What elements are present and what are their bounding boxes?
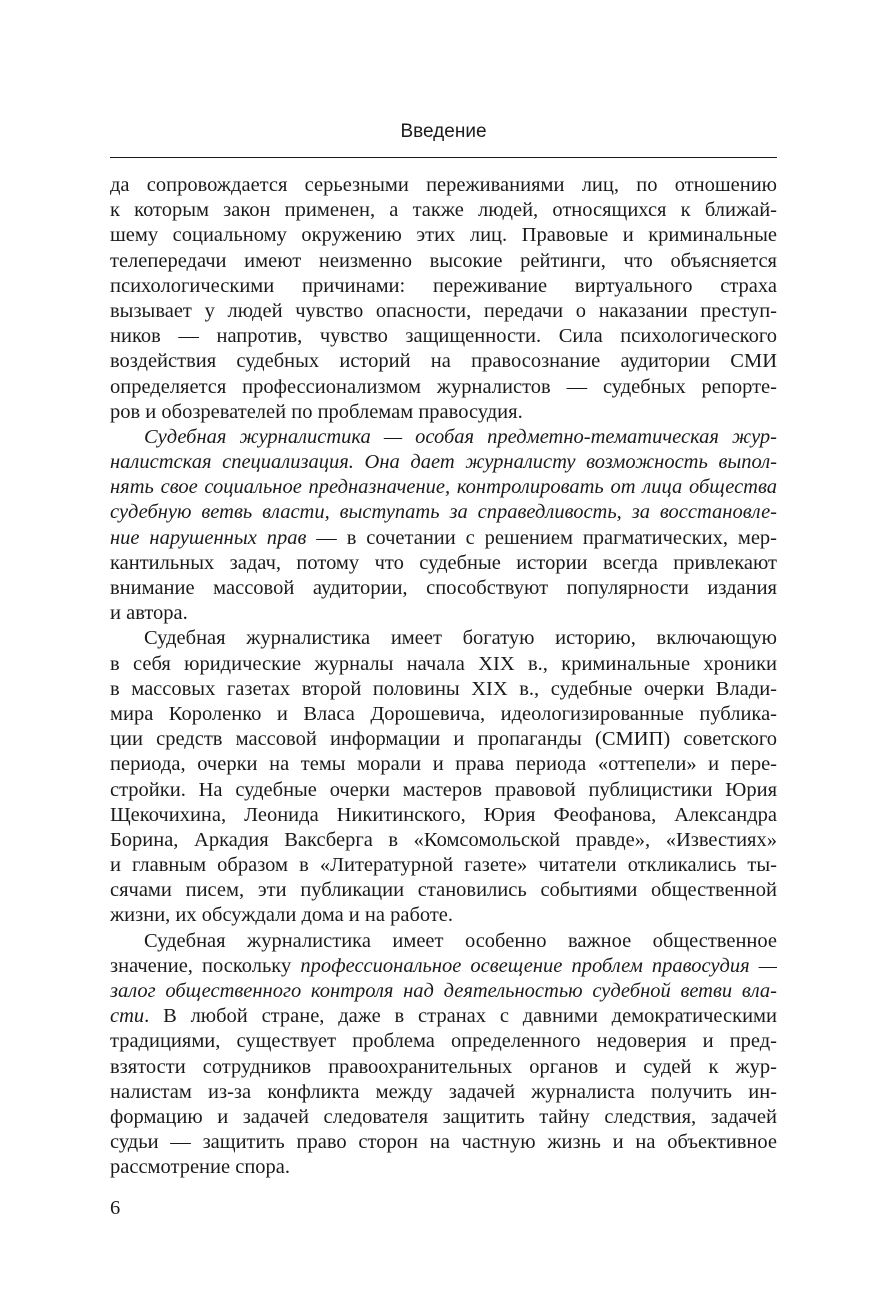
text-line	[110, 1055, 777, 1080]
text-line	[110, 198, 777, 223]
text-line	[110, 979, 777, 1004]
header-rule	[110, 157, 777, 158]
text-line	[110, 249, 777, 274]
text-run: . В любой стране, даже в странах с давними демократическими	[144, 1005, 777, 1028]
text-line	[110, 274, 777, 299]
text-line	[110, 677, 777, 702]
italic-run: нять свое социальное предназначение, контролировать от лица общества	[110, 476, 777, 499]
text-run: Борина, Аркадия Ваксберга в «Комсомольской правде», «Известиях»	[110, 828, 777, 851]
text-run: рассмотрение спора.	[110, 1156, 291, 1179]
text-line	[110, 752, 777, 777]
text-run: ров и обозревателей по проблемам правосудия.	[110, 400, 523, 423]
italic-run: Судебная журналистика — особая предметно-тематическая жур-	[144, 425, 777, 448]
text-line	[110, 375, 777, 400]
text-line	[110, 1105, 777, 1130]
text-run: налистам из-за конфликта между задачей журналиста получить ин-	[110, 1080, 777, 1103]
text-run: в себя юридические журналы начала XIX в., криминальные хроники	[110, 652, 777, 675]
text-line	[110, 878, 777, 903]
text-line	[110, 626, 777, 651]
text-line	[110, 1130, 777, 1155]
text-line	[110, 475, 777, 500]
text-line	[110, 400, 777, 425]
text-run: — в сочетании с решением прагматических, мер-	[306, 526, 777, 549]
text-run: судьи — защитить право сторон на частную жизнь и на объективное	[110, 1131, 777, 1154]
text-line	[110, 954, 777, 979]
text-line	[110, 727, 777, 752]
text-line	[110, 299, 777, 324]
italic-run: залог общественного контроля над деятельностью судебной ветви вла-	[110, 980, 777, 1002]
text-run: кантильных задач, потому что судебные истории всегда привлекают	[110, 551, 777, 574]
text-run: определяется профессионализмом журналистов — судебных репорте-	[110, 375, 777, 398]
italic-run: налистская специализация. Она дает журналисту возможность выпол-	[110, 451, 777, 474]
page-number: 6	[110, 1197, 121, 1219]
text-line	[110, 349, 777, 374]
text-line	[110, 1004, 777, 1029]
text-line	[110, 551, 777, 576]
text-run: формацию и задачей следователя защитить тайну следствия, задачей	[110, 1105, 777, 1128]
text-run: воздействия судебных историй на правосознание аудитории СМИ	[110, 350, 777, 373]
text-run: взятости сотрудников правоохранительных органов и судей к жур-	[110, 1055, 777, 1078]
text-run: значение, поскольку	[110, 954, 301, 977]
text-run: традициями, существует проблема определенного недоверия и пред-	[110, 1030, 777, 1053]
text-run: и главным образом в «Литературной газете» читатели откликались ты-	[110, 854, 777, 877]
text-run: к которым закон применен, а также людей, относящихся к ближай-	[110, 199, 777, 222]
text-run: жизни, их обсуждали дома и на работе.	[110, 904, 454, 927]
text-line	[110, 223, 777, 248]
text-line	[110, 652, 777, 677]
text-run: вызывает у людей чувство опасности, передачи о наказании преступ-	[110, 299, 777, 322]
text-run: ции средств массовой информации и пропаганды (СМИП) советского	[110, 728, 777, 751]
text-line	[110, 324, 777, 349]
text-line	[110, 1155, 777, 1180]
text-run: телепередачи имеют неизменно высокие рейтинги, что объясняется	[110, 249, 777, 272]
text-run: психологическими причинами: переживание виртуального страха	[110, 274, 777, 297]
text-run: и автора.	[110, 602, 188, 625]
text-line	[110, 450, 777, 475]
text-run: в массовых газетах второй половины XIX в., судебные очерки Влади-	[110, 677, 777, 700]
text-line	[110, 1080, 777, 1105]
italic-run: судебную ветвь власти, выступать за справедливость, за восстановле-	[110, 501, 777, 524]
text-line	[110, 778, 777, 803]
text-line	[110, 425, 777, 450]
text-line	[110, 929, 777, 954]
text-run: ников — напротив, чувство защищенности. Сила психологического	[110, 325, 777, 348]
text-run: да сопровождается серьезными переживаниями лиц, по отношению	[110, 174, 777, 196]
text-line	[110, 500, 777, 525]
text-line	[110, 903, 777, 928]
text-line	[110, 853, 777, 878]
text-run: Судебная журналистика имеет особенно важное общественное	[144, 929, 777, 952]
text-run: стройки. На судебные очерки мастеров правовой публицистики Юрия	[110, 778, 777, 801]
italic-run: профессиональное освещение проблем правосудия —	[300, 954, 777, 977]
italic-run: сти	[110, 1005, 145, 1028]
text-run: сячами писем, эти публикации становились событиями общественной	[110, 879, 777, 902]
text-line	[110, 601, 777, 626]
text-run: внимание массовой аудитории, способствуют популярности издания	[110, 577, 777, 599]
text-line	[110, 828, 777, 853]
text-line	[110, 803, 777, 828]
text-line	[110, 702, 777, 727]
running-title: Введение	[400, 121, 487, 142]
italic-run: ние нарушенных прав	[110, 526, 307, 549]
text-line	[110, 576, 777, 601]
text-run: периода, очерки на темы морали и права периода «оттепели» и пере-	[110, 753, 777, 776]
text-line	[110, 1029, 777, 1054]
body-text	[110, 173, 777, 1181]
text-line	[110, 173, 777, 198]
text-run: мира Короленко и Власа Дорошевича, идеологизированные публика-	[110, 702, 777, 725]
text-run: шему социальному окружению этих лиц. Правовые и криминальные	[110, 224, 777, 247]
text-run: Щекочихина, Леонида Никитинского, Юрия Феофанова, Александра	[110, 803, 777, 826]
text-run: Судебная журналистика имеет богатую историю, включающую	[144, 627, 777, 650]
text-line	[110, 526, 777, 551]
